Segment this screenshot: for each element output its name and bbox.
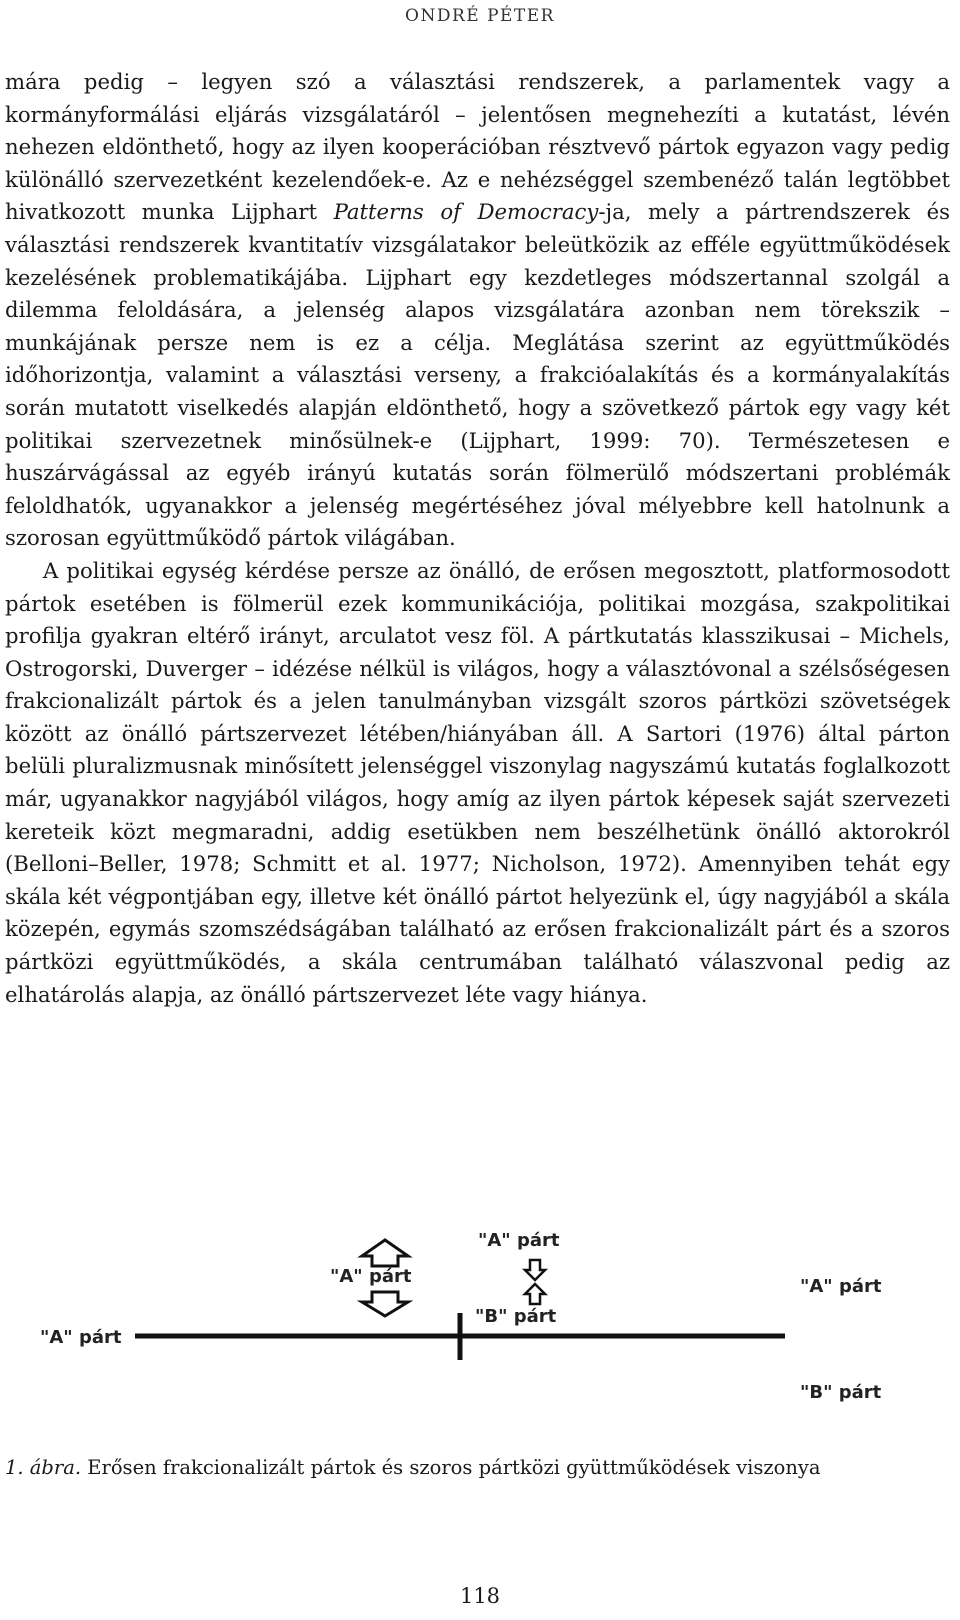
figure-1 (0, 1226, 960, 1426)
small-arrow-up-icon (525, 1284, 545, 1304)
paragraph-2: A politikai egység kérdése persze az önálló, de erősen megosztott, platformosodott pártok esetében is fölmerül ezek kommunikációja, politikai mozgása, szakpolitikai profilja gyakran eltérő irányt, arculatot vesz föl. A pártkutatás klasszikusai – Michels, Ostrogorski, Duverger – idézése nélkül is világos, hogy a választóvonal a szélsőségesen frakcionalizált pártok és a jelen tanulmányban vizsgált szoros pártközi szövetségek között az önálló pártszervezet létében/hiányában áll. A Sartori (1976) által párton belüli pluralizmusnak minősített jelenséggel viszonylag nagyszámú kutatás foglalkozott már, ugyanakkor nagyjából világos, hogy amíg az ilyen pártok képesek saját szervezeti kereteik közt megmaradni, addig esetükben nem beszélhetünk önálló aktorokról (Belloni–Beller, 1978; Schmitt et al. 1977; Nicholson, 1972). Amennyiben tehát egy skála két végpontjában egy, illetve két önálló pártot helyezünk el, úgy nagyjából a skála közepén, egymás szomszédságában található az erősen frakcionalizált párt és a szoros pártközi együttműködés, a skála centrumában található válaszvonal pedig az elhatárolás alapja, az önálló pártszervezet léte vagy hiánya. (5, 557, 950, 1007)
page-number: 118 (459, 1584, 501, 1608)
figure-caption (5, 1456, 950, 1479)
label-center-party-b: "B" párt (475, 1306, 557, 1327)
paragraph-1-text-a: mára pedig – legyen szó a választási rendszerek, a parlamentek vagy a kormányformálási eljárás vizsgálatáról – jelentősen megnehezíti a kutatást, lévén nehezen eldönthető, hogy az ilyen kooperációban résztvevő pártok egyazon vagy pedig különálló szervezetként kezelendőek-e. Az e nehézséggel szembenéző talán legtöbbet hivatkozott munka Lijphart (5, 69, 950, 225)
party-scale-diagram (0, 1226, 960, 1426)
arrow-up-icon (362, 1240, 408, 1266)
label-center-party-a: "A" párt (478, 1230, 560, 1251)
small-arrow-down-icon (525, 1260, 545, 1280)
label-right-party-b: "B" párt (800, 1382, 882, 1403)
running-head: ONDRÉ PÉTER (405, 6, 555, 26)
label-right-party-a: "A" párt (800, 1276, 882, 1297)
label-left-party: "A" párt (40, 1327, 122, 1348)
caption-text: Erősen frakcionalizált pártok és szoros pártközi gyüttműködések viszonya (81, 1456, 821, 1479)
arrow-down-icon (362, 1292, 408, 1316)
label-mid-party: "A" párt (330, 1266, 412, 1287)
paragraph-1 (5, 66, 950, 555)
paragraph-1-text-b: -ja, mely a pártrendszerek és választási rendszerek kvantitatív vizsgálatakor beleütközik az efféle együttműködések kezelésének problematikájába. Lijphart egy kezdetleges módszertannal szolgál a dilemma feloldására, a jelenség alapos vizsgálatára azonban nem törekszik – munkájának persze nem is ez a célja. Meglátása szerint az együttműködés időhorizontja, valamint a választási verseny, a frakcióalakítás és a kormányalakítás során mutatott viselkedés alapján eldönthető, hogy a szövetkező pártok egy vagy két politikai szervezetnek minősülnek-e (Lijphart, 1999: 70). Természetesen e huszárvágással az egyéb irányú kutatás során fölmerülő módszertani problémák feloldhatók, ugyanakkor a jelenség megértéséhez jóval mélyebbre kell hatolnunk a szorosan együttműködő pártok világában. (5, 199, 951, 551)
caption-label: 1. ábra. (5, 1456, 82, 1479)
body-text (5, 66, 950, 1011)
book-title: Patterns of Democracy (333, 199, 599, 225)
